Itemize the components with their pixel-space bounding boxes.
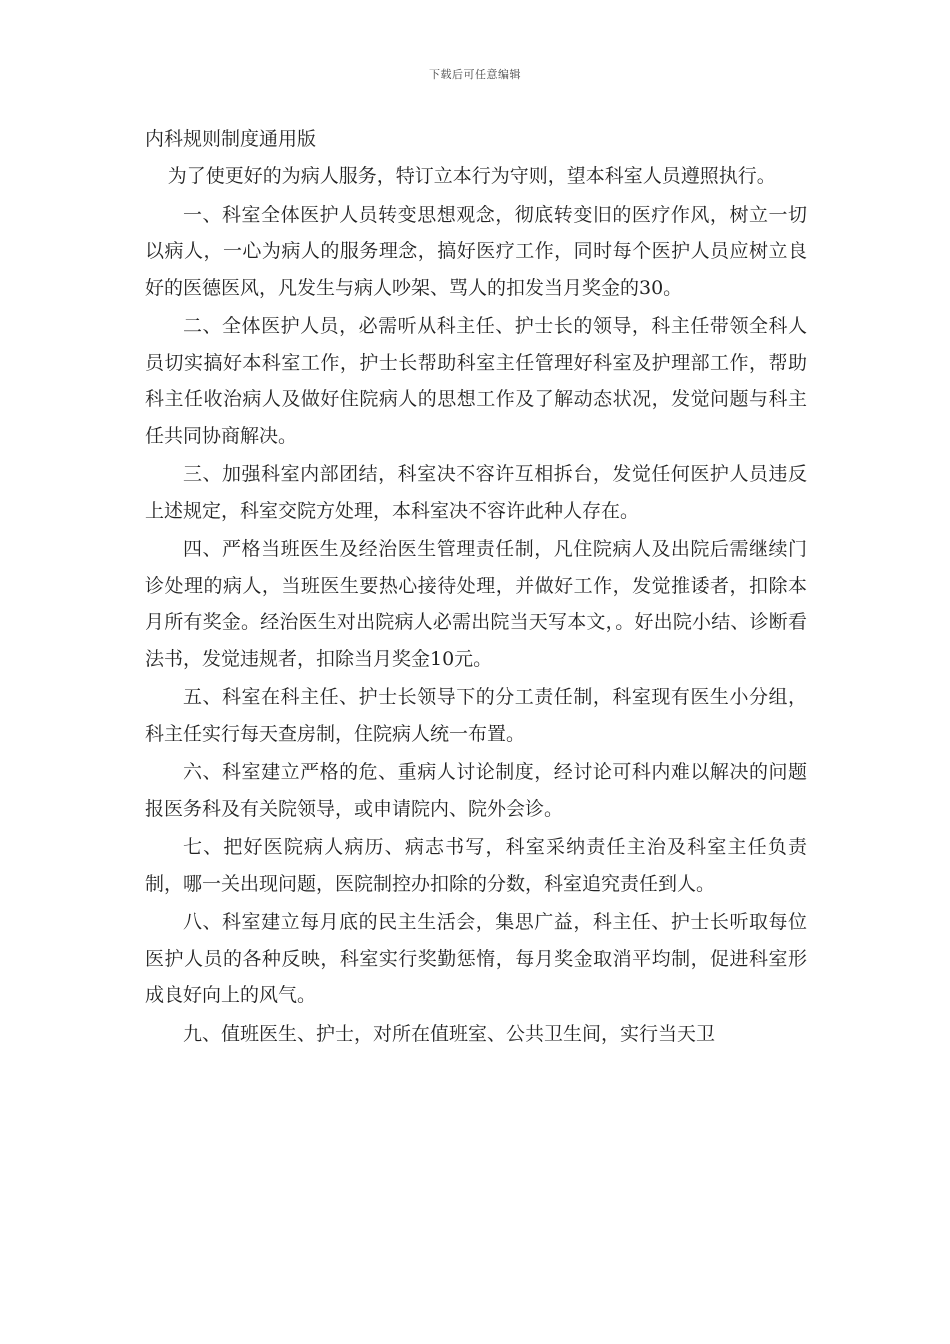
paragraph-rule-5: 五、科室在科主任、护士长领导下的分工责任制，科室现有医生小分组，科主任实行每天查房制，住院病人统一布置。 <box>145 686 807 745</box>
paragraph-rule-8: 八、科室建立每月底的民主生活会，集思广益，科主任、护士长听取每位医护人员的各种反映，科室实行奖勤惩惰，每月奖金取消平均制，促进科室形成良好向上的风气。 <box>145 911 807 1006</box>
header-note: 下载后可任意编辑 <box>429 68 521 81</box>
paragraph-rule-4: 四、严格当班医生及经治医生管理责任制，凡住院病人及出院后需继续门诊处理的病人，当班医生要热心接待处理，并做好工作，发觉推诿者，扣除本月所有奖金。经治医生对出院病人必需出院当天写本文，。好出院小结、诊断看法书，发觉违规者，扣除当月奖金10元。 <box>145 538 807 670</box>
paragraph-rule-2: 二、全体医护人员，必需听从科主任、护士长的领导，科主任带领全科人员切实搞好本科室工作，护士长帮助科室主任管理好科室及护理部工作，帮助科主任收治病人及做好住院病人的思想工作及了解动态状况，发觉问题与科主任共同协商解决。 <box>145 315 807 447</box>
document-title: 内科规则制度通用版 <box>145 128 317 150</box>
paragraph-rule-6: 六、科室建立严格的危、重病人讨论制度，经讨论可科内难以解决的问题报医务科及有关院领导，或申请院内、院外会诊。 <box>145 761 807 820</box>
paragraph-rule-3: 三、加强科室内部团结，科室决不容许互相拆台，发觉任何医护人员违反上述规定，科室交院方处理，本科室决不容许此种人存在。 <box>145 463 807 522</box>
paragraph-rule-1: 一、科室全体医护人员转变思想观念，彻底转变旧的医疗作风，树立一切以病人，一心为病人的服务理念，搞好医疗工作，同时每个医护人员应树立良好的医德医风，凡发生与病人吵架、骂人的扣发当月奖金的30。 <box>145 203 807 299</box>
paragraph-intro: 为了使更好的为病人服务，特订立本行为守则，望本科室人员遵照执行。 <box>167 165 776 187</box>
paragraph-rule-7: 七、把好医院病人病历、病志书写，科室采纳责任主治及科室主任负责制，哪一关出现问题，医院制控办扣除的分数，科室追究责任到人。 <box>145 836 807 895</box>
paragraph-rule-9: 九、值班医生、护士，对所在值班室、公共卫生间，实行当天卫 <box>183 1022 716 1045</box>
document-body <box>145 124 807 1054</box>
